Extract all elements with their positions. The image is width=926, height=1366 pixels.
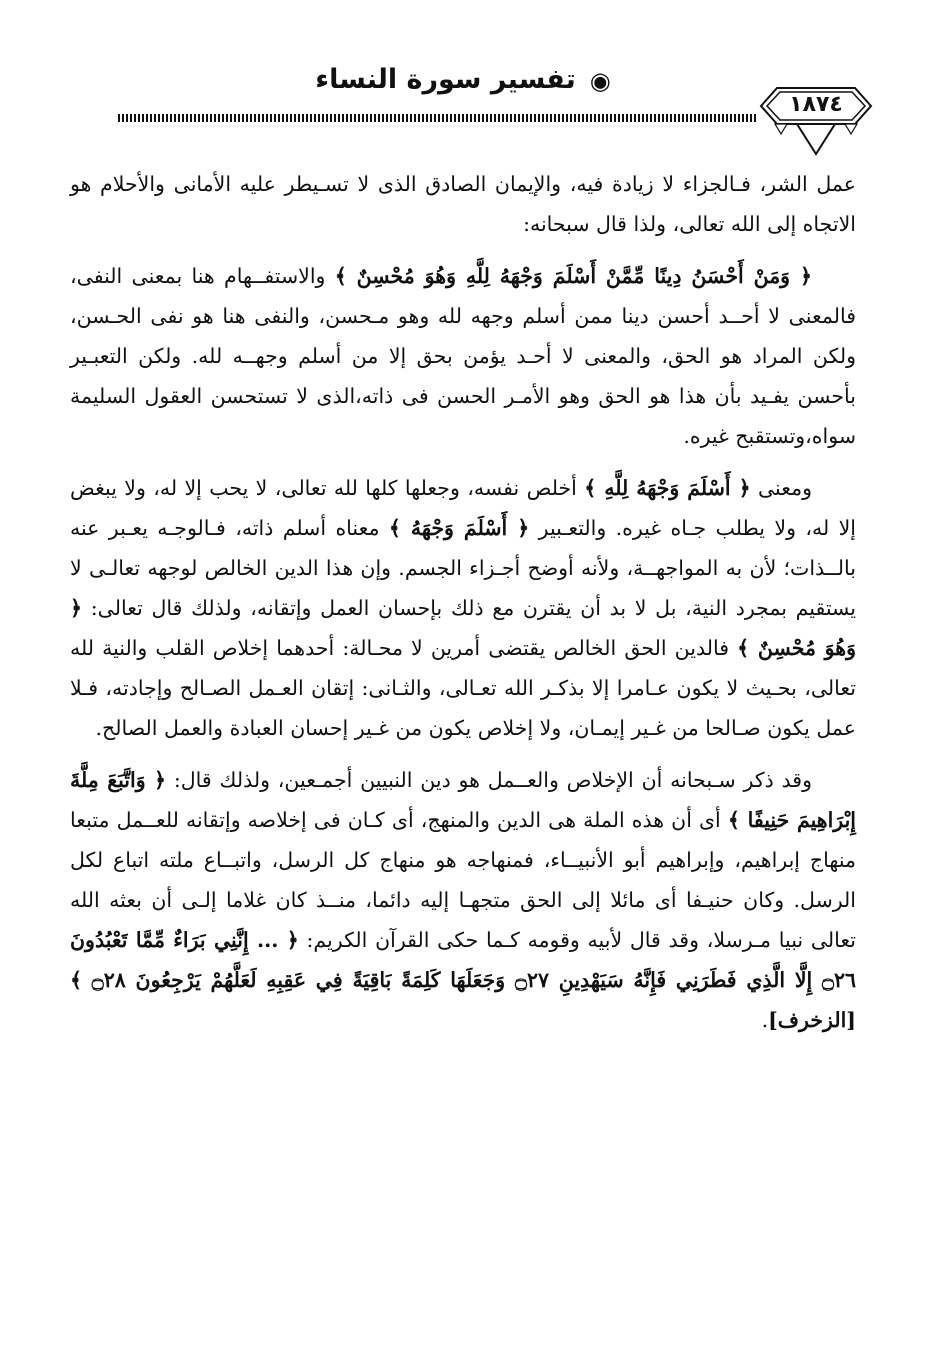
paragraph <box>70 468 856 748</box>
page-body <box>70 164 856 1052</box>
quran-quote: ﴿ ... إِنَّنِي بَرَاءٌ مِّمَّا تَعْبُدُونَ ۝٢٦ إِلَّا الَّذِي فَطَرَنِي فَإِنَّهُ سَيَهْدِينِ ۝٢٧ وَجَعَلَهَا كَلِمَةً بَاقِيَةً فِي عَقِبِهِ لَعَلَّهُمْ يَرْجِعُونَ ۝٢٨ ﴾ <box>70 928 856 992</box>
quran-quote: ﴿ وَهُوَ مُحْسِنٌ ﴾ <box>70 596 856 660</box>
paragraph-text: . <box>761 1008 769 1032</box>
paragraph-text: وقد ذكر سـبحانه أن الإخلاص والعــمل هو دين النبيين أجمـعين، ولذلك قال: <box>166 768 812 792</box>
surah-reference: [الزخرف] <box>768 1008 856 1032</box>
header-ornament-icon: ◉ <box>589 66 611 95</box>
paragraph-text: أخلص نفسه، وجعلها كلها لله تعالى، لا يحب إلا له، ولا يبغض إلا له، ولا يطلب جـاه غيره. والتعـبير <box>70 476 856 540</box>
quran-quote: ﴿ أَسْلَمَ وَجْهَهُ ﴾ <box>388 516 530 540</box>
paragraph-text: ومعنى <box>750 476 812 500</box>
quran-quote: ﴿ أَسْلَمَ وَجْهَهُ لِلَّهِ ﴾ <box>584 476 751 500</box>
header-rule <box>118 114 758 122</box>
paragraph-text: معناه أسلم ذاته، فـالوجـه يعـبر عنه بالــذات؛ لأن به المواجهــة، ولأنه أوضح أجـزاء الجسم. وإن هذا الدين الخالص لوجهه تعالـى لا يستقيم بمجرد النية، بل لا بد أن يقترن مع ذلك بإحسان العمل وإتقانه، ولذلك قال تعالى: <box>70 516 856 620</box>
quran-quote: ﴿ وَمَنْ أَحْسَنُ دِينًا مِّمَّنْ أَسْلَمَ وَجْهَهُ لِلَّهِ وَهُوَ مُحْسِنٌ ﴾ <box>334 264 813 288</box>
paragraph-text: والاستفــهام هنا بمعنى النفى، فالمعنى لا أحــد أحسن دينا ممن أسلم وجهه لله وهو مـحسن، والنفى هنا هو نفى الحـسن، ولكن المراد هو الحق، والمعنى لا أحـد يؤمن بحق إلا من أسلم وجهــه لله. ولكن التعبـير بأحسن يفـيد بأن هذا هو الحق وهو الأمـر الحسن فى ذاته،الذى لا تستحسن العقول السليمة سواه،وتستقبح غيره. <box>70 264 856 448</box>
quran-quote: ﴿ وَاتَّبَعَ مِلَّةَ إِبْرَاهِيمَ حَنِيفًا ﴾ <box>70 768 857 832</box>
page-number-badge <box>757 80 875 160</box>
paragraph-text: فالدين الحق الخالص يقتضى أمرين لا محـالة: أحدهما إخلاص القلب والنية لله تعالى، بحـيث لا يكون عـامرا إلا بذكـر الله تعـالى، والثـانى: إتقان العـمل الصـالح وإجادته، فـلا عمل يكون صـالحا من غـير إيمـان، ولا إخلاص يكون من غـير إحسان العبادة والعمل الصالح. <box>70 636 856 740</box>
paragraph <box>70 760 856 1040</box>
header-title: تفسير سورة النساء <box>315 64 576 95</box>
paragraph-text: عمل الشر، فـالجزاء لا زيادة فيه، والإيمان الصادق الذى لا تسـيطر عليه الأمانى والأحلام هو الاتجاه إلى الله تعالى، ولذا قال سبحانه: <box>70 172 856 236</box>
paragraph <box>70 164 856 244</box>
page-number: ١٨٧٤ <box>789 92 843 117</box>
paragraph <box>70 256 856 456</box>
paragraph-text: أى أن هذه الملة هى الدين والمنهج، أى كـان فى إخلاصه وإتقانه للعــمل متبعا منهاج إبراهيم، وإبراهيم أبو الأنبيــاء، فمنهاجه هو منهاج كل الرسل، واتبــاع ملته اتباع لكل الرسل. وكان حنيـفا أى مائلا إلى الحق متجهـا إليه دائما، منــذ كان غلاما إلـى أن بعثه الله تعالى نبيا مـرسلا، وقد قال لأبيه وقومه كـما حكى القرآن الكريم: <box>70 808 856 952</box>
